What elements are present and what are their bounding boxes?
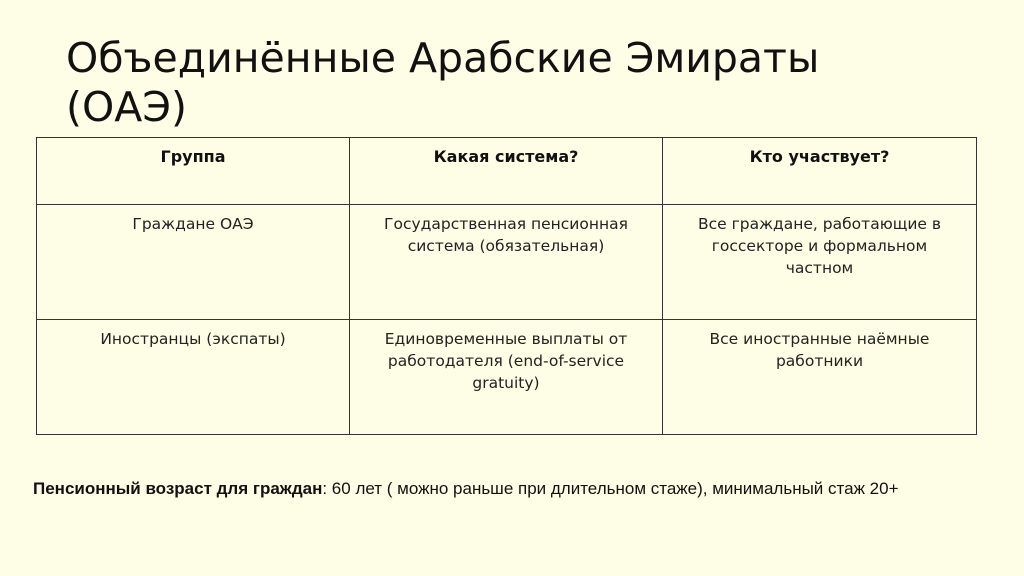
table-row — [37, 205, 977, 320]
note-label: Пенсионный возраст для граждан — [33, 479, 323, 498]
header-participants: Кто участвует? — [663, 138, 977, 205]
cell-participants: Все граждане, работающие в госсекторе и формальном частном — [663, 205, 977, 320]
header-group: Группа — [37, 138, 350, 205]
cell-system: Государственная пенсионная система (обязательная) — [350, 205, 663, 320]
retirement-age-note — [33, 478, 899, 500]
cell-group: Граждане ОАЭ — [37, 205, 350, 320]
page-title — [66, 34, 819, 132]
pension-table — [36, 137, 977, 435]
table-row — [37, 320, 977, 435]
note-text: : 60 лет ( можно раньше при длительном стаже), минимальный стаж 20+ — [322, 479, 899, 498]
title-line-2: (ОАЭ) — [66, 83, 187, 131]
cell-system: Единовременные выплаты от работодателя (end-of-service gratuity) — [350, 320, 663, 435]
cell-group: Иностранцы (экспаты) — [37, 320, 350, 435]
title-line-1: Объединённые Арабские Эмираты — [66, 34, 820, 82]
header-system: Какая система? — [350, 138, 663, 205]
cell-participants: Все иностранные наёмные работники — [663, 320, 977, 435]
table-header-row — [37, 138, 977, 205]
